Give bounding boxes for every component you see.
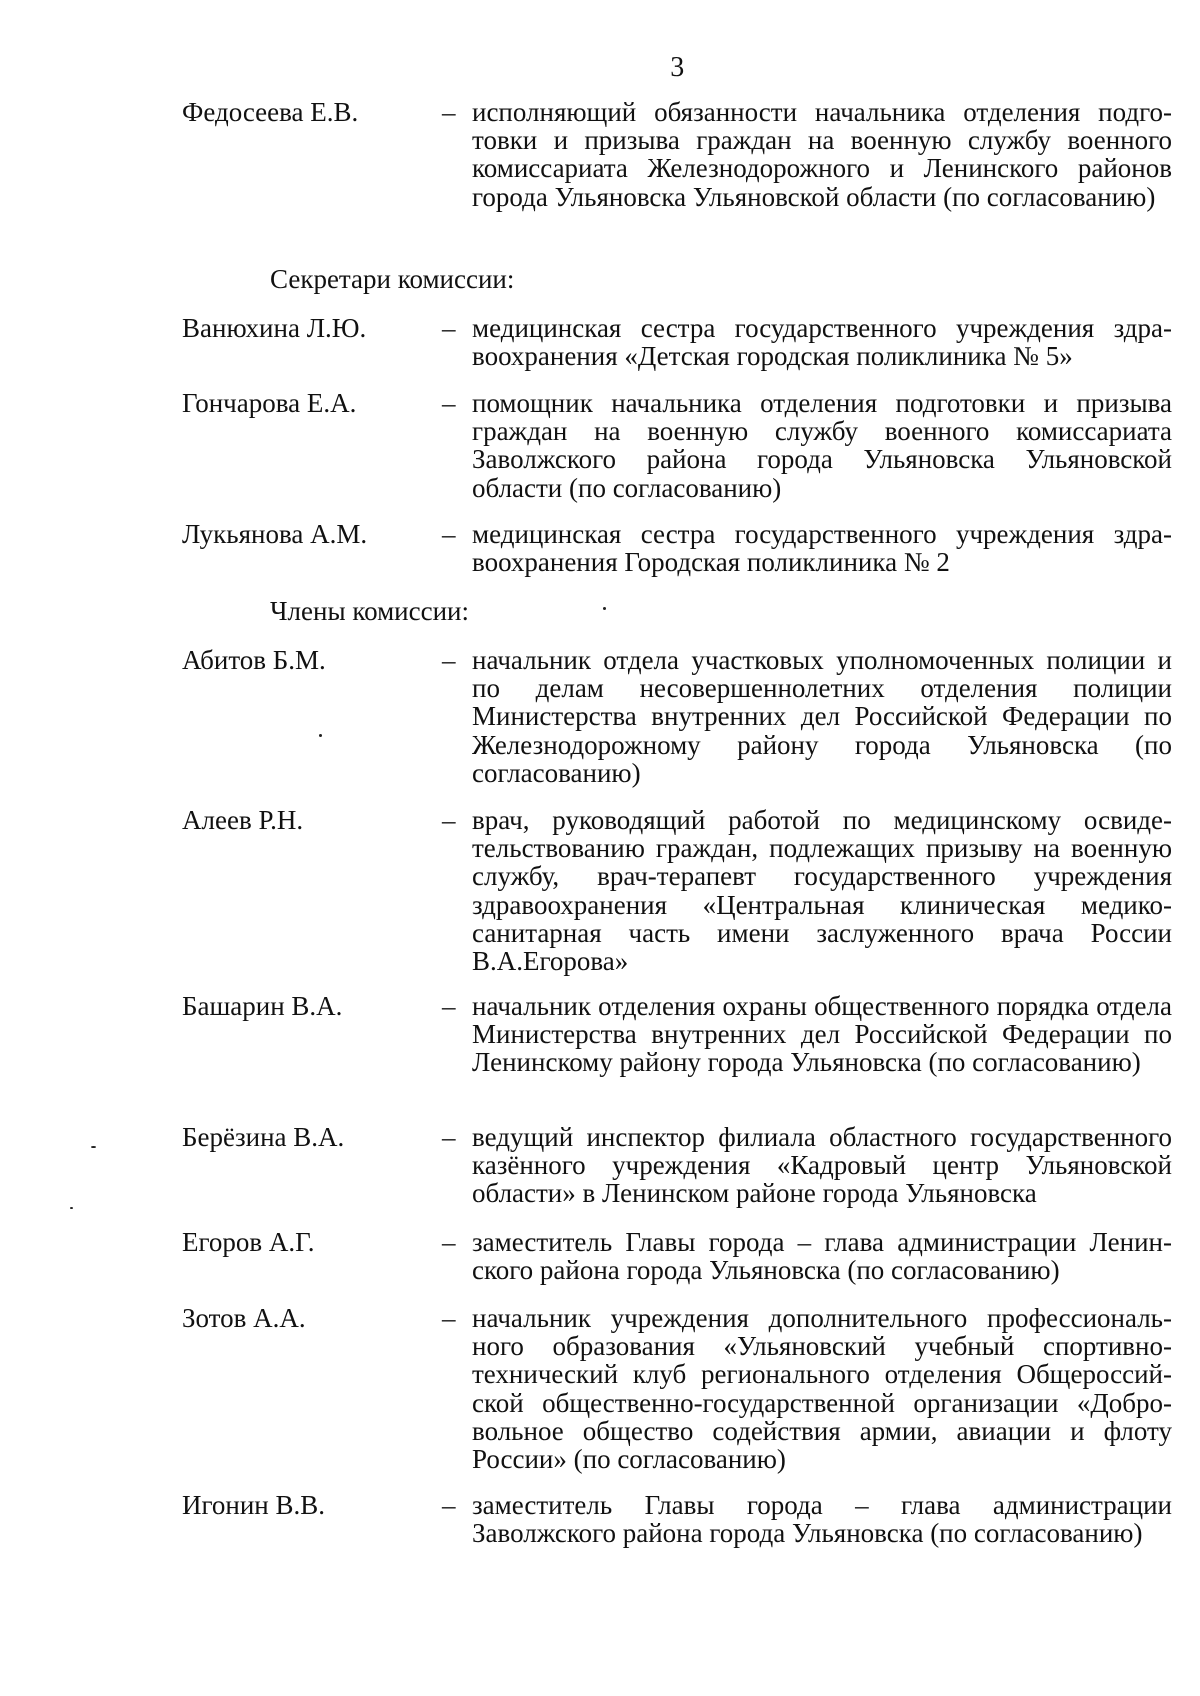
person-name: Гончарова Е.А. (182, 388, 357, 418)
scan-speck (603, 607, 606, 610)
position-description: помощник начальника отделения подготовки и призыва граждан на военную службу военного комиссариата Заволжского района города Ульяновска Ульяновской области (по согласованию) (472, 388, 1172, 503)
dash: – (442, 1122, 456, 1152)
position-description: заместитель Главы города – глава администрации Ленинского района города Ульяновска (по согласованию) (472, 1227, 1172, 1286)
person-name: Алеев Р.Н. (182, 805, 304, 835)
position-description: медицинская сестра государственного учреждения здравоохранения «Детская городская поликлиника № 5» (472, 313, 1172, 372)
list-item-vanyukhina (182, 314, 1172, 370)
dash: – (442, 645, 456, 675)
list-item-goncharova (182, 389, 1172, 502)
person-name: Абитов Б.М. (182, 645, 326, 675)
position-description: начальник учреждения дополнительного профессионального образования «Ульяновский учебный спортивно-технический клуб регионального отделения Общероссийской общественно-государственной организации «Добровольное общество содействия армии, авиации и флоту России» (по согласованию) (472, 1303, 1172, 1475)
position-description: заместитель Главы города – глава администрации Заволжского района города Ульяновска (по согласованию) (472, 1490, 1172, 1549)
position-description: медицинская сестра государственного учреждения здравоохранения Городская поликлиника № 2 (472, 519, 1172, 578)
person-name: Федосеева Е.В. (182, 97, 359, 127)
position-description: начальник отдела участковых уполномоченных полиции и по делам несовершеннолетних отделения полиции Министерства внутренних дел Российской Федерации по Железнодорожному району города Ульяновска (по согласованию) (472, 645, 1172, 788)
list-item-abitov (182, 646, 1172, 787)
dash: – (442, 388, 456, 418)
position-description: начальник отделения охраны общественного порядка отдела Министерства внутренних дел Российской Федерации по Ленинскому району города Ульяновска (по согласованию) (472, 991, 1172, 1078)
list-item-aleev (182, 806, 1172, 975)
person-name: Берёзина В.А. (182, 1122, 345, 1152)
scan-speck (91, 1146, 96, 1148)
person-name: Башарин В.А. (182, 991, 343, 1021)
position-description: исполняющий обязанности начальника отделения подготовки и призыва граждан на военную службу военного комиссариата Железнодорожного и Ленинского районов города Ульяновска Ульяновской области (по согласованию) (472, 97, 1172, 212)
dash: – (442, 1490, 456, 1520)
scan-speck (319, 734, 322, 737)
person-name: Игонин В.В. (182, 1490, 326, 1520)
dash: – (442, 1227, 456, 1257)
section-heading-secretaries: Секретари комиссии: (270, 264, 515, 294)
page-number: 3 (670, 52, 685, 83)
scan-speck (70, 1207, 73, 1209)
list-item-igonin (182, 1491, 1172, 1547)
list-item-berezina (182, 1123, 1172, 1208)
person-name: Лукьянова А.М. (182, 519, 368, 549)
list-item-basharin (182, 992, 1172, 1077)
position-description: ведущий инспектор филиала областного государственного казённого учреждения «Кадровый центр Ульяновской области» в Ленинском районе города Ульяновска (472, 1122, 1172, 1209)
dash: – (442, 313, 456, 343)
list-item-fedoseeva (182, 98, 1172, 211)
dash: – (442, 991, 456, 1021)
dash: – (442, 519, 456, 549)
list-item-zotov (182, 1304, 1172, 1473)
position-description: врач, руководящий работой по медицинскому освидетельствованию граждан, подлежащих призыву на военную службу, врач-терапевт государственного учреждения здравоохранения «Центральная клиническая медико-санитарная часть имени заслуженного врача России В.А.Егорова» (472, 805, 1172, 977)
dash: – (442, 805, 456, 835)
person-name: Зотов А.А. (182, 1303, 306, 1333)
person-name: Егоров А.Г. (182, 1227, 315, 1257)
dash: – (442, 1303, 456, 1333)
list-item-lukyanova (182, 520, 1172, 576)
list-item-egorov (182, 1228, 1172, 1284)
dash: – (442, 97, 456, 127)
section-heading-members: Члены комиссии: (270, 596, 469, 626)
person-name: Ванюхина Л.Ю. (182, 313, 367, 343)
